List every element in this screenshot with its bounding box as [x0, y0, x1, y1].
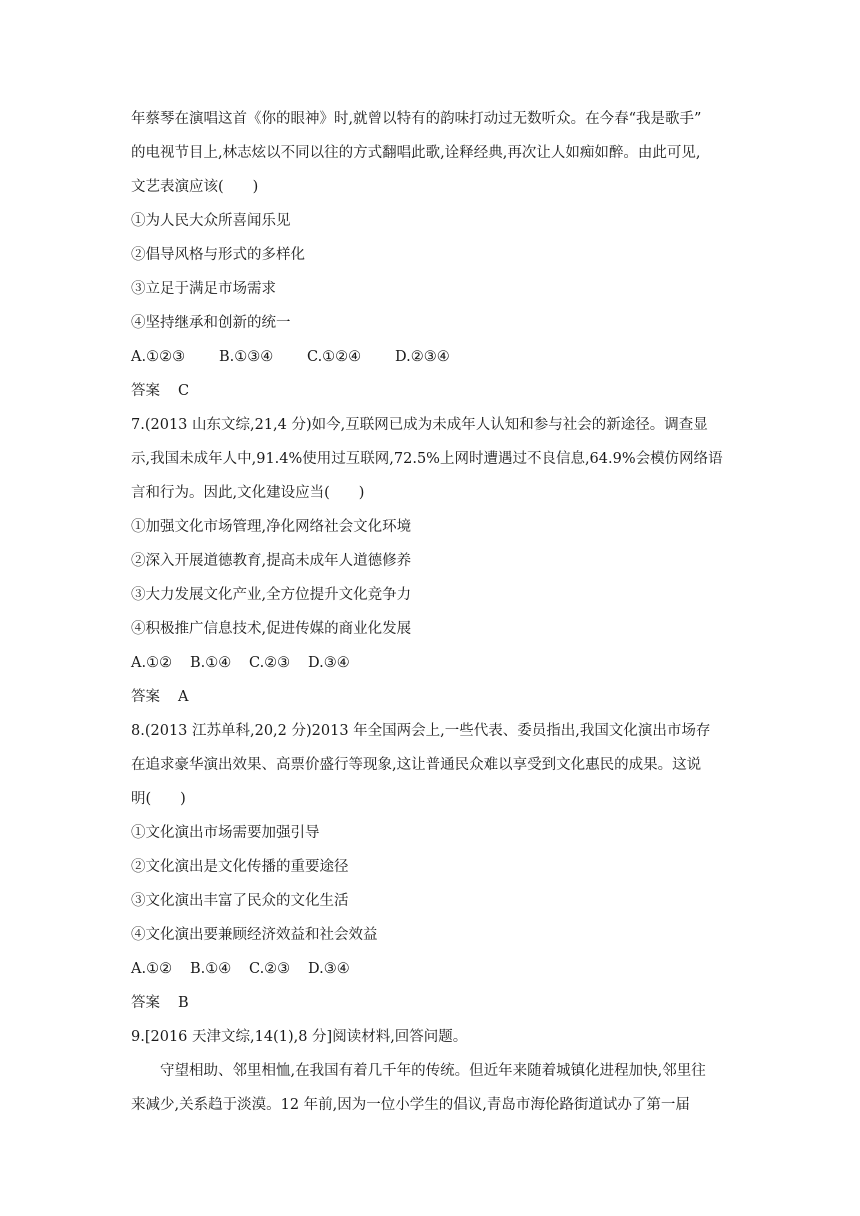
q6-option-c: C.①②④	[307, 349, 362, 365]
q6-item-1: ①为人民大众所喜闻乐见	[131, 213, 291, 229]
q8-stem-line: 在追求豪华演出效果、高票价盛行等现象,这让普通民众难以享受到文化惠民的成果。这说	[131, 757, 702, 773]
q7-item-3: ③大力发展文化产业,全方位提升文化竞争力	[131, 587, 412, 603]
q6-option-a: A.①②③	[131, 349, 186, 365]
q9-material-line: 守望相助、邻里相恤,在我国有着几千年的传统。但近年来随着城镇化进程加快,邻里往	[160, 1063, 706, 1079]
q8-option-b: B.①④	[190, 961, 232, 977]
q7-options	[131, 646, 731, 680]
q7-option-b: B.①④	[190, 655, 232, 671]
q7-item-4: ④积极推广信息技术,促进传媒的商业化发展	[131, 621, 412, 637]
q7-item-2: ②深入开展道德教育,提高未成年人道德修养	[131, 553, 412, 569]
question-6	[131, 102, 731, 408]
q7-option-a: A.①②	[131, 655, 173, 671]
q8-option-d: D.③④	[308, 961, 350, 977]
document-body	[131, 102, 731, 1122]
q7-stem-line: 言和行为。因此,文化建设应当( )	[131, 485, 365, 501]
q7-option-c: C.②③	[249, 655, 291, 671]
q8-stem-line: 8.(2013 江苏单科,20,2 分)2013 年全国两会上,一些代表、委员指出,我国文化演出市场存	[131, 723, 711, 739]
q8-options	[131, 952, 731, 986]
q6-answer-value: C	[178, 383, 190, 399]
q6-answer	[131, 374, 731, 408]
q7-stem-line: 示,我国未成年人中,91.4%使用过互联网,72.5%上网时遭遇过不良信息,64.9%会模仿网络语	[131, 451, 723, 467]
q7-answer-value: A	[178, 689, 189, 705]
q7-answer	[131, 680, 731, 714]
q8-item-1: ①文化演出市场需要加强引导	[131, 825, 320, 841]
q6-option-b: B.①③④	[219, 349, 274, 365]
question-8	[131, 714, 731, 1020]
answer-label: 答案	[131, 995, 160, 1011]
answer-label: 答案	[131, 383, 160, 399]
q6-stem-line: 年蔡琴在演唱这首《你的眼神》时,就曾以特有的韵味打动过无数听众。在今春“我是歌手”	[131, 111, 702, 127]
q6-item-4: ④坚持继承和创新的统一	[131, 315, 291, 331]
q6-item-3: ③立足于满足市场需求	[131, 281, 276, 297]
q8-option-c: C.②③	[249, 961, 291, 977]
q8-item-2: ②文化演出是文化传播的重要途径	[131, 859, 349, 875]
q6-option-d: D.②③④	[395, 349, 450, 365]
q8-stem-line: 明( )	[131, 791, 186, 807]
q8-answer	[131, 986, 731, 1020]
q6-stem-line: 的电视节目上,林志炫以不同以往的方式翻唱此歌,诠释经典,再次让人如痴如醉。由此可见,	[131, 145, 701, 161]
question-9	[131, 1020, 731, 1122]
q6-options	[131, 340, 731, 374]
q6-item-2: ②倡导风格与形式的多样化	[131, 247, 305, 263]
q8-item-3: ③文化演出丰富了民众的文化生活	[131, 893, 349, 909]
answer-label: 答案	[131, 689, 160, 705]
q9-stem: 9.[2016 天津文综,14(1),8 分]阅读材料,回答问题。	[131, 1029, 468, 1045]
q7-option-d: D.③④	[308, 655, 350, 671]
q7-stem-line: 7.(2013 山东文综,21,4 分)如今,互联网已成为未成年人认知和参与社会的新途径。调查显	[131, 417, 708, 433]
q7-item-1: ①加强文化市场管理,净化网络社会文化环境	[131, 519, 412, 535]
q8-item-4: ④文化演出要兼顾经济效益和社会效益	[131, 927, 378, 943]
q9-material-line: 来减少,关系趋于淡漠。12 年前,因为一位小学生的倡议,青岛市海伦路街道试办了第一届	[131, 1097, 690, 1113]
q8-answer-value: B	[178, 995, 189, 1011]
question-7	[131, 408, 731, 714]
q8-option-a: A.①②	[131, 961, 173, 977]
q6-stem-line: 文艺表演应该( )	[131, 179, 259, 195]
